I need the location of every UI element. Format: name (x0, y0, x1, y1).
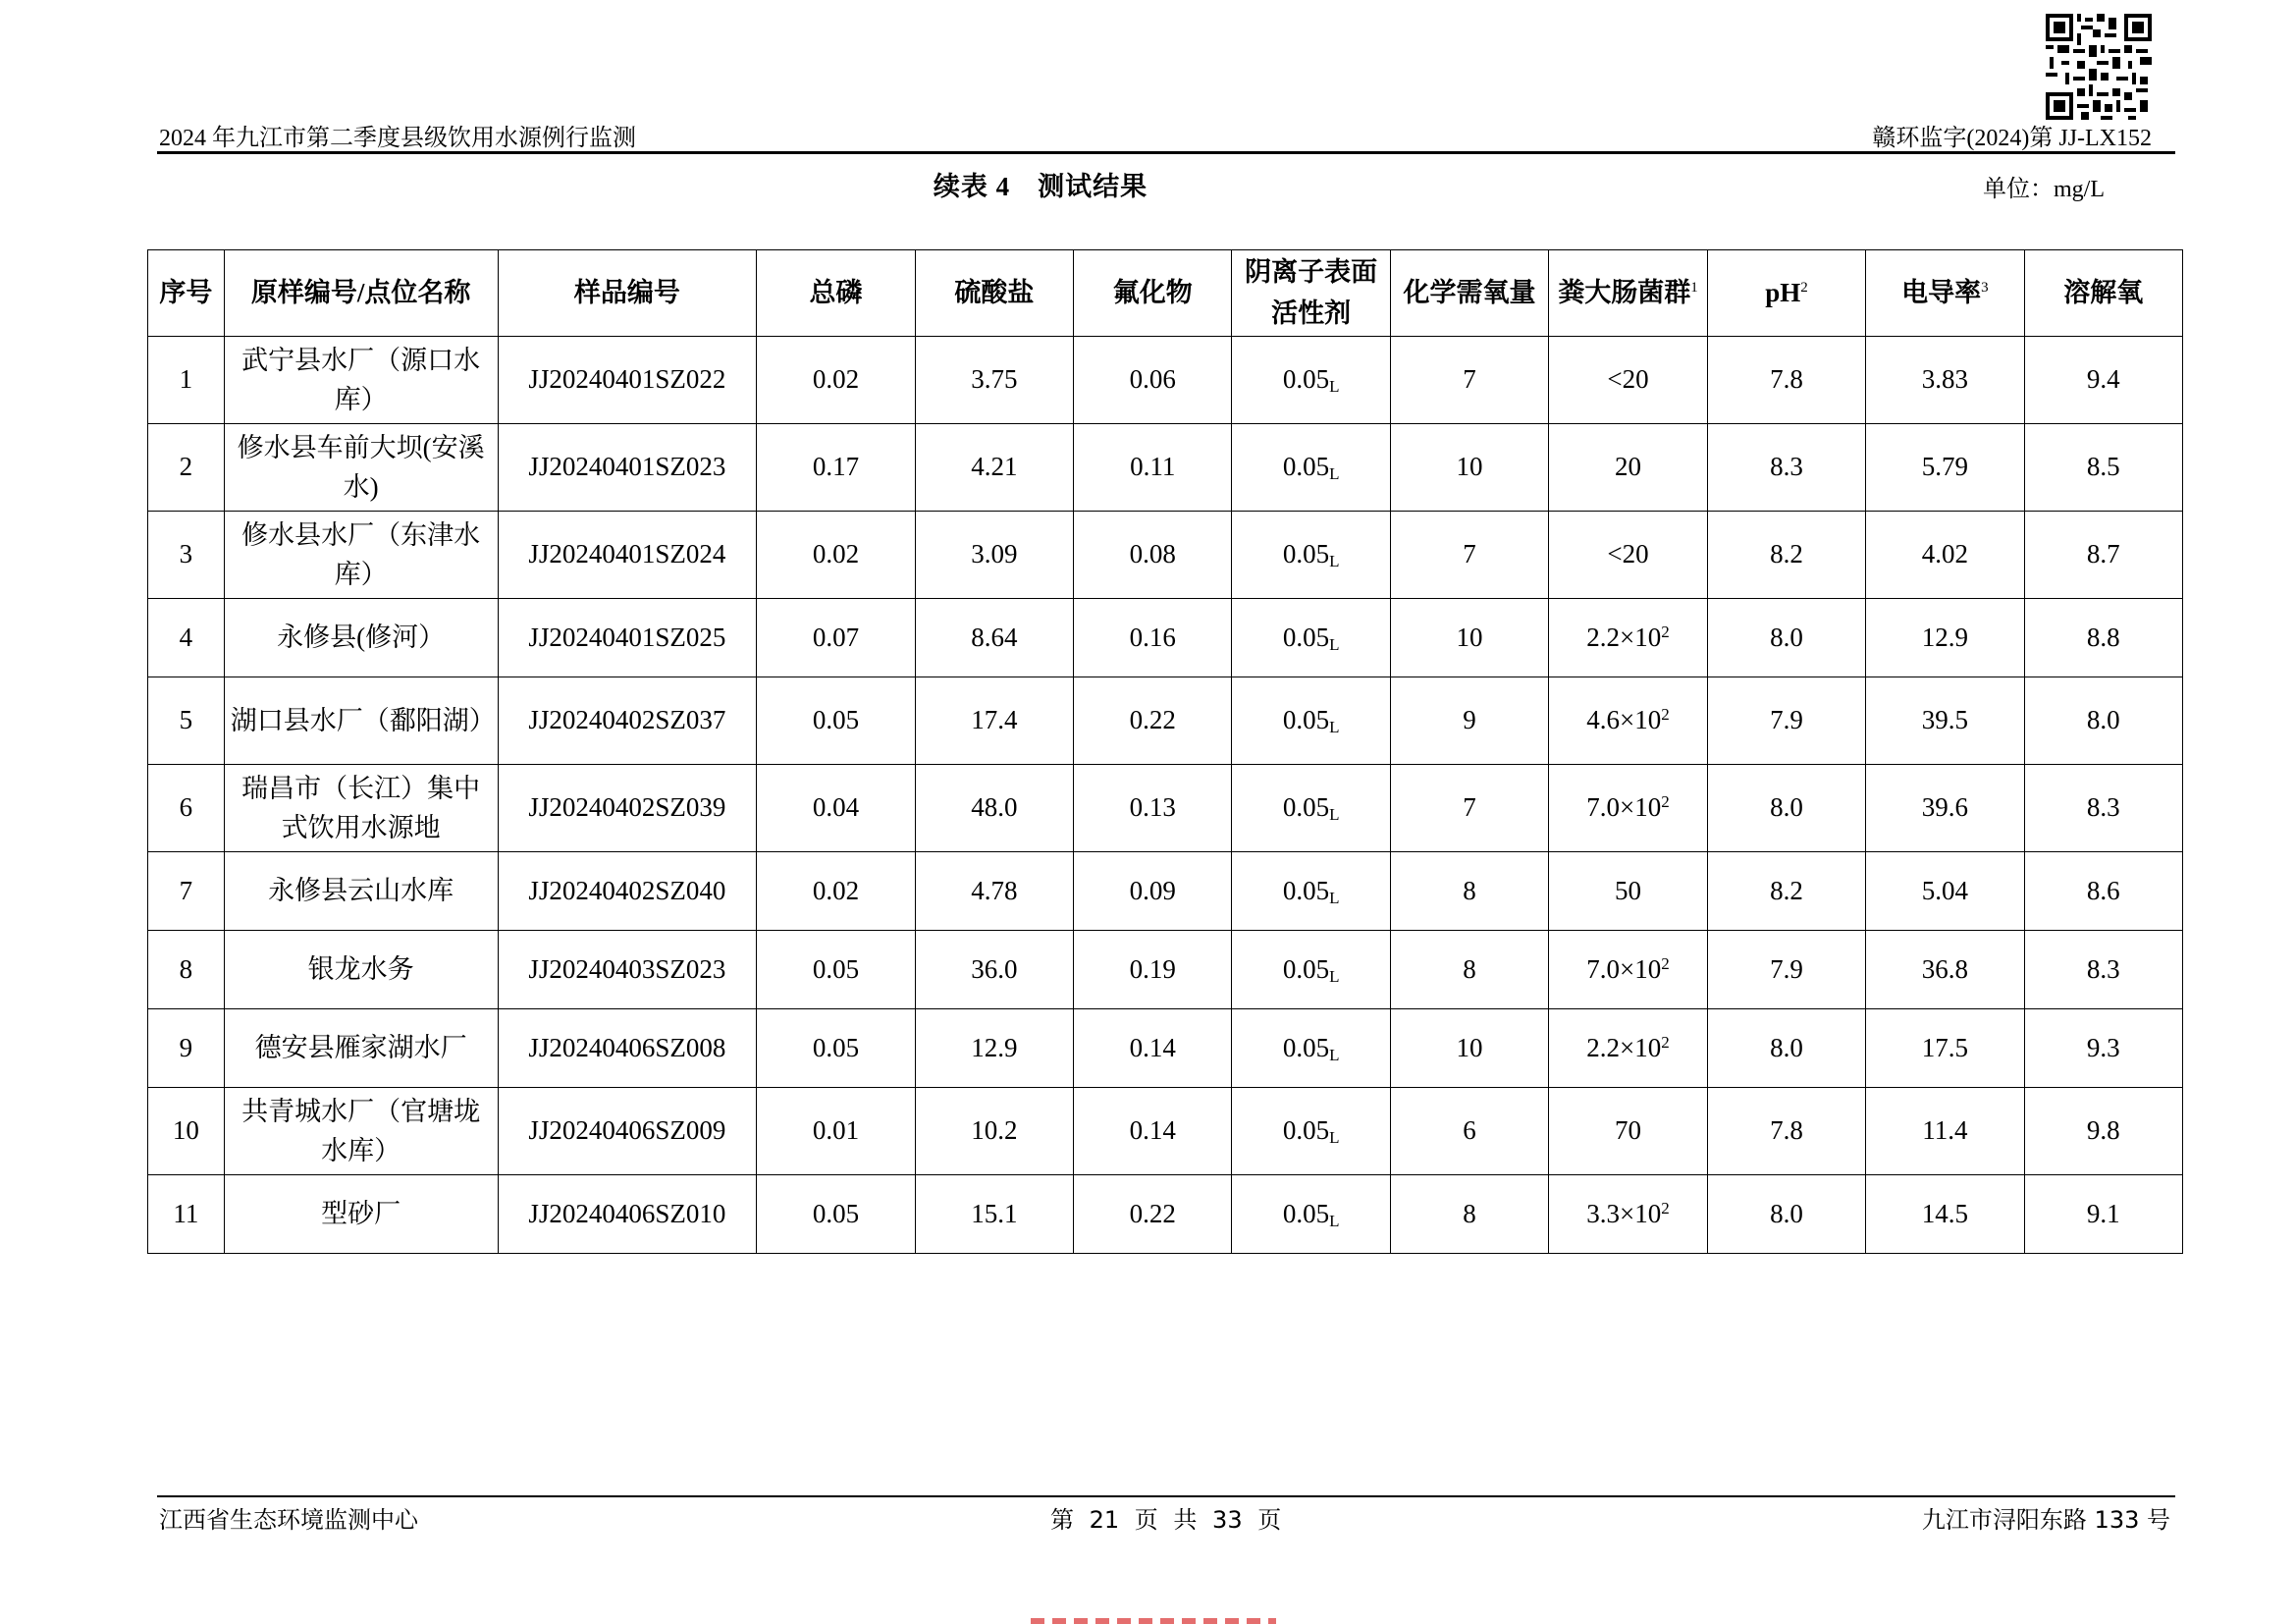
cell-conductivity: 11.4 (1866, 1088, 2024, 1175)
cell-cod: 9 (1390, 677, 1548, 765)
qr-code-icon (2046, 14, 2152, 120)
report-title: 2024 年九江市第二季度县级饮用水源例行监测 (159, 126, 636, 151)
cell-total-phosphorus: 0.04 (757, 765, 915, 852)
cell-sulfate: 3.75 (915, 337, 1073, 424)
coliform-exponent: 2 (1661, 622, 1670, 641)
col-header-cod: 化学需氧量 (1390, 250, 1548, 337)
ph-footnote: 2 (1800, 279, 1808, 296)
coliform-value: 20 (1614, 452, 1641, 482)
cell-site: 银龙水务 (224, 931, 498, 1009)
footer-divider (157, 1495, 2175, 1497)
cell-total-phosphorus: 0.17 (757, 424, 915, 512)
cell-total-phosphorus: 0.02 (757, 512, 915, 599)
below-detection-flag: L (1329, 1211, 1340, 1230)
coliform-footnote: 1 (1690, 279, 1698, 296)
cell-seq: 5 (148, 677, 225, 765)
cell-las (1232, 337, 1390, 424)
ph-label: pH (1765, 277, 1801, 307)
coliform-value: 70 (1614, 1115, 1641, 1146)
cell-seq: 3 (148, 512, 225, 599)
cell-coliform (1549, 765, 1708, 852)
below-detection-flag: L (1329, 718, 1340, 737)
coliform-value: 3.3×10 (1586, 1198, 1662, 1228)
footer-organization: 江西省生态环境监测中心 (159, 1506, 418, 1534)
cell-cod: 8 (1390, 931, 1548, 1009)
cell-conductivity: 39.6 (1866, 765, 2024, 852)
below-detection-flag: L (1329, 464, 1340, 484)
cell-las (1232, 424, 1390, 512)
cell-sample-no: JJ20240406SZ008 (498, 1009, 757, 1088)
below-detection-flag: L (1329, 805, 1340, 825)
cell-sulfate: 15.1 (915, 1175, 1073, 1254)
cell-dissolved-oxygen: 9.3 (2024, 1009, 2182, 1088)
cell-site: 武宁县水厂（源口水库） (224, 337, 498, 424)
cell-dissolved-oxygen: 9.8 (2024, 1088, 2182, 1175)
cell-site: 湖口县水厂（鄱阳湖） (224, 677, 498, 765)
cell-fluoride: 0.13 (1074, 765, 1232, 852)
cell-coliform (1549, 424, 1708, 512)
cell-cod: 8 (1390, 1175, 1548, 1254)
unit-label: 单位：mg/L (1983, 177, 2105, 202)
col-header-total-phosphorus: 总磷 (757, 250, 915, 337)
cell-coliform (1549, 337, 1708, 424)
cell-sulfate: 4.21 (915, 424, 1073, 512)
cell-dissolved-oxygen: 8.3 (2024, 931, 2182, 1009)
cell-total-phosphorus: 0.07 (757, 599, 915, 677)
below-detection-flag: L (1329, 634, 1340, 654)
table-body (148, 337, 2183, 1254)
below-detection-flag: L (1329, 1128, 1340, 1148)
cell-las (1232, 931, 1390, 1009)
las-value: 0.05 (1282, 364, 1330, 395)
table-row (148, 1009, 2183, 1088)
cell-ph: 8.0 (1707, 1009, 1865, 1088)
cell-sulfate: 8.64 (915, 599, 1073, 677)
cell-conductivity: 14.5 (1866, 1175, 2024, 1254)
cell-dissolved-oxygen: 9.4 (2024, 337, 2182, 424)
coliform-exponent: 2 (1661, 1032, 1670, 1052)
cell-total-phosphorus: 0.01 (757, 1088, 915, 1175)
table-row (148, 599, 2183, 677)
cell-conductivity: 3.83 (1866, 337, 2024, 424)
table-row (148, 1088, 2183, 1175)
cell-sulfate: 17.4 (915, 677, 1073, 765)
cell-coliform (1549, 931, 1708, 1009)
las-value: 0.05 (1282, 953, 1330, 984)
cell-conductivity: 36.8 (1866, 931, 2024, 1009)
cell-conductivity: 39.5 (1866, 677, 2024, 765)
cell-fluoride: 0.19 (1074, 931, 1232, 1009)
coliform-value: <20 (1607, 539, 1649, 569)
las-value: 0.05 (1282, 1198, 1330, 1228)
cell-coliform (1549, 1088, 1708, 1175)
cell-site: 永修县(修河） (224, 599, 498, 677)
table-number: 续表 4 (933, 172, 1011, 201)
cell-site: 修水县车前大坝(安溪水) (224, 424, 498, 512)
cell-conductivity: 17.5 (1866, 1009, 2024, 1088)
cell-sample-no: JJ20240401SZ025 (498, 599, 757, 677)
table-row (148, 765, 2183, 852)
cell-sulfate: 4.78 (915, 852, 1073, 931)
cell-ph: 8.0 (1707, 765, 1865, 852)
col-header-ph (1707, 250, 1865, 337)
cell-conductivity: 4.02 (1866, 512, 2024, 599)
cell-cod: 10 (1390, 1009, 1548, 1088)
cell-coliform (1549, 1175, 1708, 1254)
cell-seq: 7 (148, 852, 225, 931)
cell-conductivity: 12.9 (1866, 599, 2024, 677)
cell-seq: 8 (148, 931, 225, 1009)
table-header-row (148, 250, 2183, 337)
cell-las (1232, 1088, 1390, 1175)
cell-fluoride: 0.16 (1074, 599, 1232, 677)
cell-coliform (1549, 1009, 1708, 1088)
cell-sample-no: JJ20240402SZ039 (498, 765, 757, 852)
cell-fluoride: 0.14 (1074, 1009, 1232, 1088)
below-detection-flag: L (1329, 1045, 1340, 1064)
col-header-dissolved-oxygen: 溶解氧 (2024, 250, 2182, 337)
coliform-value: 50 (1614, 875, 1641, 905)
cell-ph: 8.3 (1707, 424, 1865, 512)
col-header-las: 阴离子表面活性剂 (1232, 250, 1390, 337)
cell-ph: 8.2 (1707, 512, 1865, 599)
cell-seq: 10 (148, 1088, 225, 1175)
cell-sample-no: JJ20240406SZ010 (498, 1175, 757, 1254)
cell-las (1232, 1175, 1390, 1254)
cell-total-phosphorus: 0.05 (757, 1009, 915, 1088)
footer-page-number: 第 21 页 共 33 页 (1050, 1506, 1282, 1534)
cell-total-phosphorus: 0.05 (757, 1175, 915, 1254)
cell-coliform (1549, 599, 1708, 677)
las-value: 0.05 (1282, 1115, 1330, 1146)
cell-ph: 7.8 (1707, 1088, 1865, 1175)
cell-fluoride: 0.09 (1074, 852, 1232, 931)
below-detection-flag: L (1329, 552, 1340, 571)
las-value: 0.05 (1282, 792, 1330, 823)
coliform-exponent: 2 (1661, 792, 1670, 812)
cell-conductivity: 5.79 (1866, 424, 2024, 512)
cell-fluoride: 0.08 (1074, 512, 1232, 599)
footer-address: 九江市浔阳东路 133 号 (1921, 1506, 2170, 1534)
coliform-exponent: 2 (1661, 705, 1670, 725)
table-row (148, 337, 2183, 424)
cell-seq: 4 (148, 599, 225, 677)
cell-cod: 10 (1390, 599, 1548, 677)
cell-seq: 1 (148, 337, 225, 424)
cell-sample-no: JJ20240402SZ037 (498, 677, 757, 765)
cell-site: 共青城水厂（官塘垅水库） (224, 1088, 498, 1175)
cell-sulfate: 36.0 (915, 931, 1073, 1009)
cell-cod: 8 (1390, 852, 1548, 931)
cell-cod: 7 (1390, 512, 1548, 599)
cell-dissolved-oxygen: 8.8 (2024, 599, 2182, 677)
cell-conductivity: 5.04 (1866, 852, 2024, 931)
cell-dissolved-oxygen: 8.7 (2024, 512, 2182, 599)
cell-ph: 7.9 (1707, 677, 1865, 765)
below-detection-flag: L (1329, 966, 1340, 986)
cell-sample-no: JJ20240401SZ023 (498, 424, 757, 512)
col-header-conductivity (1866, 250, 2024, 337)
table-title: 测试结果 (1038, 172, 1148, 201)
coliform-value: 4.6×10 (1586, 705, 1662, 735)
cell-coliform (1549, 852, 1708, 931)
header-divider (157, 151, 2175, 154)
cell-sample-no: JJ20240406SZ009 (498, 1088, 757, 1175)
coliform-value: 2.2×10 (1586, 622, 1662, 652)
cell-cod: 10 (1390, 424, 1548, 512)
table-row (148, 424, 2183, 512)
cell-ph: 7.9 (1707, 931, 1865, 1009)
cell-dissolved-oxygen: 9.1 (2024, 1175, 2182, 1254)
cell-sulfate: 48.0 (915, 765, 1073, 852)
cell-sample-no: JJ20240403SZ023 (498, 931, 757, 1009)
las-value: 0.05 (1282, 539, 1330, 569)
col-header-site: 原样编号/点位名称 (224, 250, 498, 337)
cell-seq: 2 (148, 424, 225, 512)
col-header-sulfate: 硫酸盐 (915, 250, 1073, 337)
las-value: 0.05 (1282, 875, 1330, 905)
cell-fluoride: 0.11 (1074, 424, 1232, 512)
cell-ph: 8.2 (1707, 852, 1865, 931)
cell-cod: 7 (1390, 337, 1548, 424)
table-row (148, 512, 2183, 599)
las-value: 0.05 (1282, 705, 1330, 735)
coliform-label: 粪大肠菌群 (1558, 277, 1691, 307)
cell-sulfate: 12.9 (915, 1009, 1073, 1088)
cell-dissolved-oxygen: 8.5 (2024, 424, 2182, 512)
cell-seq: 11 (148, 1175, 225, 1254)
cell-sulfate: 3.09 (915, 512, 1073, 599)
results-table (147, 249, 2183, 1254)
col-header-seq: 序号 (148, 250, 225, 337)
cell-las (1232, 599, 1390, 677)
table-row (148, 931, 2183, 1009)
below-detection-flag: L (1329, 888, 1340, 907)
cell-total-phosphorus: 0.05 (757, 931, 915, 1009)
cell-site: 德安县雁家湖水厂 (224, 1009, 498, 1088)
conductivity-label: 电导率 (1901, 277, 1982, 307)
cell-seq: 6 (148, 765, 225, 852)
cell-ph: 8.0 (1707, 1175, 1865, 1254)
red-stamp-edge (1031, 1618, 1276, 1624)
cell-site: 修水县水厂（东津水库） (224, 512, 498, 599)
cell-sample-no: JJ20240402SZ040 (498, 852, 757, 931)
col-header-sample-no: 样品编号 (498, 250, 757, 337)
cell-fluoride: 0.22 (1074, 677, 1232, 765)
coliform-exponent: 2 (1661, 1198, 1670, 1218)
cell-las (1232, 677, 1390, 765)
coliform-exponent: 2 (1661, 953, 1670, 973)
cell-ph: 8.0 (1707, 599, 1865, 677)
cell-cod: 7 (1390, 765, 1548, 852)
cell-total-phosphorus: 0.02 (757, 337, 915, 424)
cell-coliform (1549, 512, 1708, 599)
cell-las (1232, 1009, 1390, 1088)
cell-dissolved-oxygen: 8.6 (2024, 852, 2182, 931)
cell-las (1232, 512, 1390, 599)
cell-site: 型砂厂 (224, 1175, 498, 1254)
cell-sample-no: JJ20240401SZ022 (498, 337, 757, 424)
cell-total-phosphorus: 0.02 (757, 852, 915, 931)
table-row (148, 852, 2183, 931)
cell-las (1232, 765, 1390, 852)
cell-seq: 9 (148, 1009, 225, 1088)
cell-cod: 6 (1390, 1088, 1548, 1175)
table-caption (0, 165, 2081, 203)
coliform-value: 2.2×10 (1586, 1032, 1662, 1062)
cell-las (1232, 852, 1390, 931)
cell-coliform (1549, 677, 1708, 765)
cell-dissolved-oxygen: 8.3 (2024, 765, 2182, 852)
col-header-coliform (1549, 250, 1708, 337)
cell-total-phosphorus: 0.05 (757, 677, 915, 765)
cell-sample-no: JJ20240401SZ024 (498, 512, 757, 599)
las-value: 0.05 (1282, 622, 1330, 652)
cell-fluoride: 0.06 (1074, 337, 1232, 424)
cell-sulfate: 10.2 (915, 1088, 1073, 1175)
las-value: 0.05 (1282, 1032, 1330, 1062)
cell-fluoride: 0.22 (1074, 1175, 1232, 1254)
coliform-value: 7.0×10 (1586, 953, 1662, 984)
cell-site: 永修县云山水库 (224, 852, 498, 931)
conductivity-footnote: 3 (1981, 279, 1989, 296)
report-number: 赣环监字(2024)第 JJ-LX152 (1872, 126, 2152, 151)
las-value: 0.05 (1282, 452, 1330, 482)
col-header-fluoride: 氟化物 (1074, 250, 1232, 337)
below-detection-flag: L (1329, 377, 1340, 397)
cell-ph: 7.8 (1707, 337, 1865, 424)
coliform-value: <20 (1607, 364, 1649, 395)
coliform-value: 7.0×10 (1586, 792, 1662, 823)
cell-site: 瑞昌市（长江）集中式饮用水源地 (224, 765, 498, 852)
cell-dissolved-oxygen: 8.0 (2024, 677, 2182, 765)
table-row (148, 1175, 2183, 1254)
cell-fluoride: 0.14 (1074, 1088, 1232, 1175)
table-row (148, 677, 2183, 765)
